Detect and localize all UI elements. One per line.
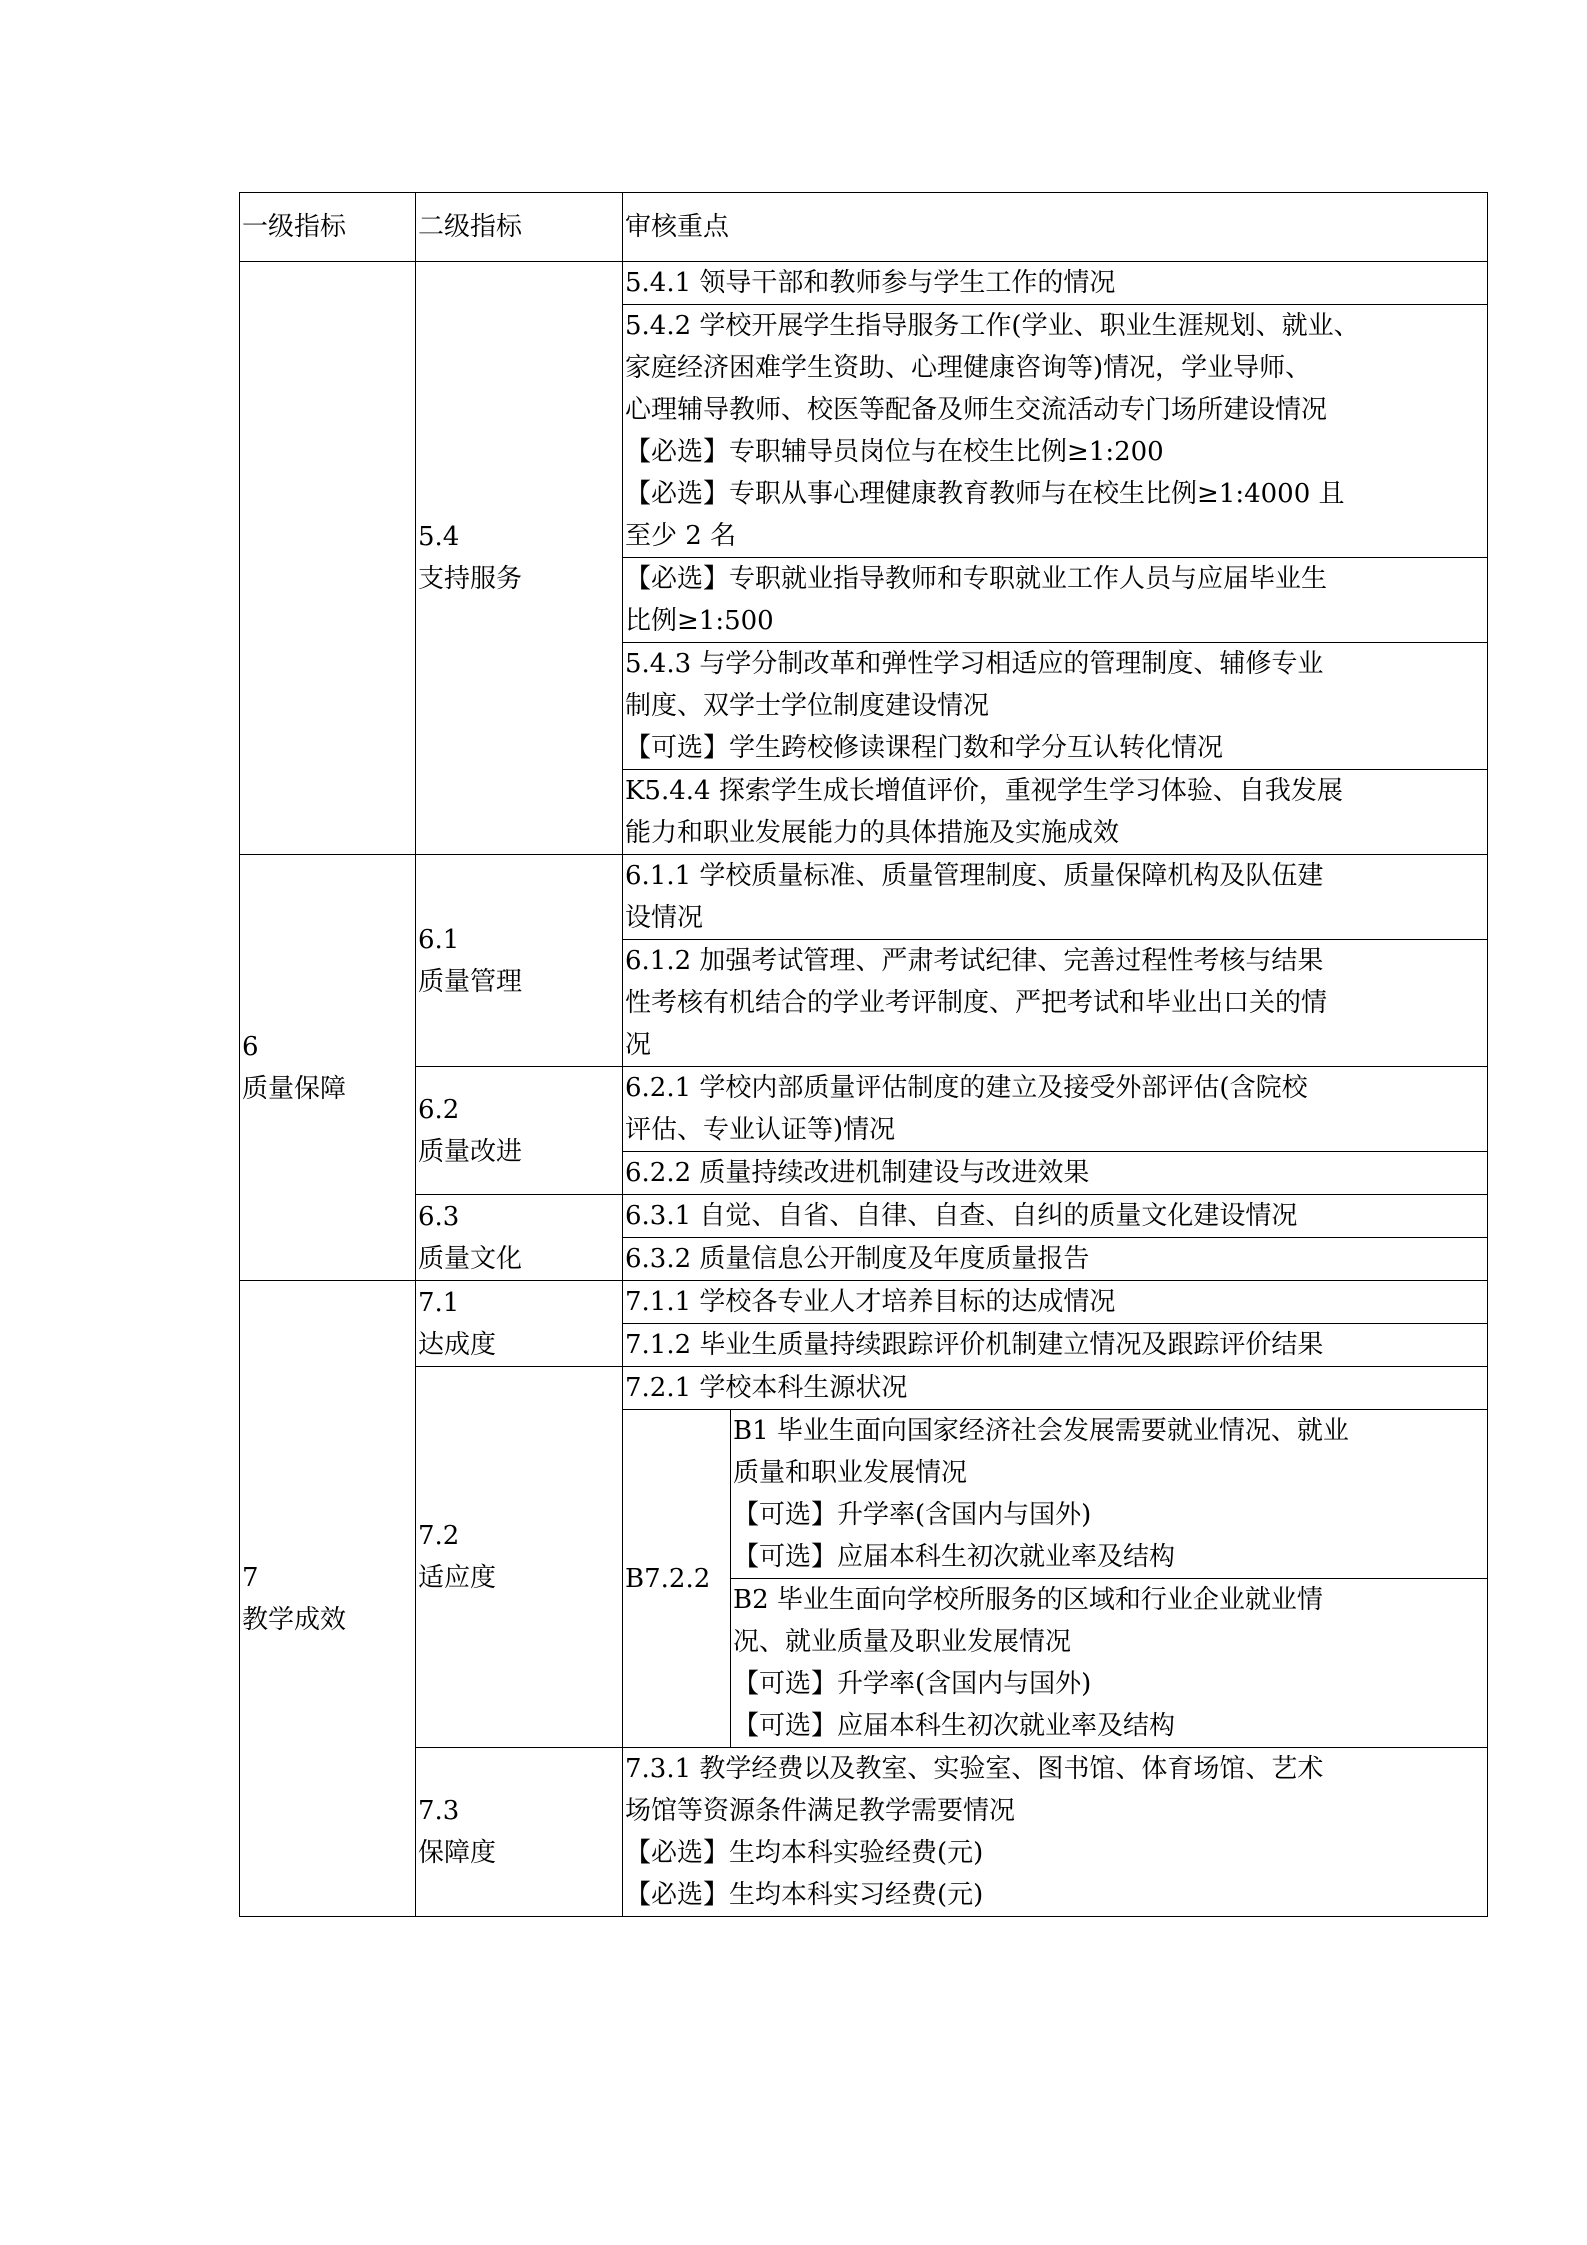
point-line: 性考核有机结合的学业考评制度、严把考试和毕业出口关的情 bbox=[625, 988, 1328, 1018]
header-level2: 二级指标 bbox=[416, 193, 623, 262]
point-line: 【可选】升学率(含国内与国外) bbox=[733, 1500, 1092, 1530]
review-point bbox=[623, 1748, 1488, 1917]
point-line: 5.4.2 学校开展学生指导服务工作(学业、职业生涯规划、就业、 bbox=[625, 311, 1360, 341]
point-line: 【可选】应届本科生初次就业率及结构 bbox=[733, 1711, 1176, 1741]
review-indicator-table bbox=[239, 192, 1488, 1917]
point-line: 【可选】应届本科生初次就业率及结构 bbox=[733, 1542, 1176, 1572]
header-level1: 一级指标 bbox=[240, 193, 416, 262]
review-point bbox=[623, 1067, 1488, 1152]
point-line: K5.4.4 探索学生成长增值评价，重视学生学习体验、自我发展 bbox=[625, 776, 1343, 806]
point-line: 5.4.3 与学分制改革和弹性学习相适应的管理制度、辅修专业 bbox=[625, 649, 1324, 679]
point-line: 比例≥1:500 bbox=[625, 606, 774, 636]
point-line: 5.4.1 领导干部和教师参与学生工作的情况 bbox=[625, 268, 1116, 298]
level2-name: 达成度 bbox=[418, 1329, 497, 1360]
point-line: 设情况 bbox=[625, 903, 704, 933]
level1-name: 质量保障 bbox=[242, 1073, 347, 1104]
header-review-points: 审核重点 bbox=[623, 193, 1488, 262]
review-point bbox=[623, 1152, 1488, 1195]
review-point bbox=[623, 1195, 1488, 1238]
point-line: B1 毕业生面向国家经济社会发展需要就业情况、就业 bbox=[733, 1416, 1349, 1446]
table-row bbox=[240, 1067, 1488, 1152]
level1-cell-continued bbox=[240, 262, 416, 855]
level1-number: 7 bbox=[242, 1562, 259, 1593]
point-line: 6.1.1 学校质量标准、质量管理制度、质量保障机构及队伍建 bbox=[625, 861, 1324, 891]
review-point bbox=[623, 940, 1488, 1067]
sub-review-point bbox=[731, 1410, 1488, 1579]
level2-number: 5.4 bbox=[418, 522, 460, 552]
level2-number: 7.1 bbox=[418, 1287, 460, 1318]
point-line: 7.1.2 毕业生质量持续跟踪评价机制建立情况及跟踪评价结果 bbox=[625, 1330, 1324, 1360]
point-line: 【必选】专职从事心理健康教育教师与在校生比例≥1:4000 且 bbox=[625, 479, 1345, 509]
review-point bbox=[623, 1367, 1488, 1410]
level1-name: 教学成效 bbox=[242, 1604, 347, 1635]
point-line: 【必选】专职就业指导教师和专职就业工作人员与应届毕业生 bbox=[625, 564, 1328, 594]
level2-name: 适应度 bbox=[418, 1563, 497, 1593]
level2-cell-7-2 bbox=[416, 1367, 623, 1748]
point-line: 【必选】专职辅导员岗位与在校生比例≥1:200 bbox=[625, 437, 1164, 467]
review-point bbox=[623, 305, 1488, 558]
point-line: 【可选】升学率(含国内与国外) bbox=[733, 1669, 1092, 1699]
table-row bbox=[240, 1195, 1488, 1238]
sub-indicator-label: B7.2.2 bbox=[623, 1410, 731, 1748]
point-line: B2 毕业生面向学校所服务的区域和行业企业就业情 bbox=[733, 1585, 1323, 1615]
point-line: 能力和职业发展能力的具体措施及实施成效 bbox=[625, 818, 1120, 848]
point-line: 至少 2 名 bbox=[625, 521, 737, 551]
table-row bbox=[240, 1748, 1488, 1917]
point-line: 家庭经济困难学生资助、心理健康咨询等)情况，学业导师、 bbox=[625, 353, 1312, 383]
review-point bbox=[623, 643, 1488, 770]
review-point bbox=[623, 770, 1488, 855]
review-point bbox=[623, 558, 1488, 643]
level2-name: 质量管理 bbox=[418, 966, 523, 997]
point-line: 制度、双学士学位制度建设情况 bbox=[625, 691, 990, 721]
level2-cell-6-3 bbox=[416, 1195, 623, 1281]
level2-number: 6.1 bbox=[418, 924, 460, 955]
point-line: 评估、专业认证等)情况 bbox=[625, 1115, 896, 1145]
level2-number: 6.3 bbox=[418, 1201, 460, 1232]
level2-cell-7-1 bbox=[416, 1281, 623, 1367]
point-line: 【必选】生均本科实验经费(元) bbox=[625, 1838, 984, 1868]
point-line: 况、就业质量及职业发展情况 bbox=[733, 1627, 1072, 1657]
point-line: 7.2.1 学校本科生源状况 bbox=[625, 1373, 908, 1403]
level2-cell-5-4 bbox=[416, 262, 623, 855]
level2-number: 7.2 bbox=[418, 1521, 460, 1551]
sub-review-point bbox=[731, 1579, 1488, 1748]
table-header-row bbox=[240, 193, 1488, 262]
level2-name: 支持服务 bbox=[418, 564, 523, 594]
table-row bbox=[240, 262, 1488, 305]
level2-name: 保障度 bbox=[418, 1838, 497, 1868]
level2-cell-7-3 bbox=[416, 1748, 623, 1917]
level2-cell-6-1 bbox=[416, 855, 623, 1067]
level2-cell-6-2 bbox=[416, 1067, 623, 1195]
point-line: 6.1.2 加强考试管理、严肃考试纪律、完善过程性考核与结果 bbox=[625, 946, 1324, 976]
point-line: 况 bbox=[625, 1030, 652, 1060]
level2-number: 6.2 bbox=[418, 1094, 460, 1125]
point-line: 6.2.2 质量持续改进机制建设与改进效果 bbox=[625, 1158, 1090, 1188]
point-line: 【必选】生均本科实习经费(元) bbox=[625, 1880, 984, 1910]
level1-number: 6 bbox=[242, 1031, 259, 1062]
point-line: 场馆等资源条件满足教学需要情况 bbox=[625, 1796, 1016, 1826]
point-line: 6.3.2 质量信息公开制度及年度质量报告 bbox=[625, 1244, 1090, 1274]
review-point bbox=[623, 855, 1488, 940]
point-line: 7.1.1 学校各专业人才培养目标的达成情况 bbox=[625, 1287, 1116, 1317]
point-line: 7.3.1 教学经费以及教室、实验室、图书馆、体育场馆、艺术 bbox=[625, 1754, 1324, 1784]
point-line: 心理辅导教师、校医等配备及师生交流活动专门场所建设情况 bbox=[625, 395, 1328, 425]
review-point bbox=[623, 1324, 1488, 1367]
level1-cell-6 bbox=[240, 855, 416, 1281]
review-point bbox=[623, 1238, 1488, 1281]
table-row bbox=[240, 855, 1488, 940]
point-line: 质量和职业发展情况 bbox=[733, 1458, 968, 1488]
point-line: 6.3.1 自觉、自省、自律、自查、自纠的质量文化建设情况 bbox=[625, 1201, 1298, 1231]
level2-number: 7.3 bbox=[418, 1796, 460, 1826]
point-line: 【可选】学生跨校修读课程门数和学分互认转化情况 bbox=[625, 733, 1224, 763]
level2-name: 质量文化 bbox=[418, 1243, 523, 1274]
level1-cell-7 bbox=[240, 1281, 416, 1917]
review-point bbox=[623, 1281, 1488, 1324]
point-line: 6.2.1 学校内部质量评估制度的建立及接受外部评估(含院校 bbox=[625, 1073, 1308, 1103]
review-point bbox=[623, 262, 1488, 305]
table-row bbox=[240, 1281, 1488, 1324]
table-row bbox=[240, 1367, 1488, 1410]
level2-name: 质量改进 bbox=[418, 1136, 523, 1167]
